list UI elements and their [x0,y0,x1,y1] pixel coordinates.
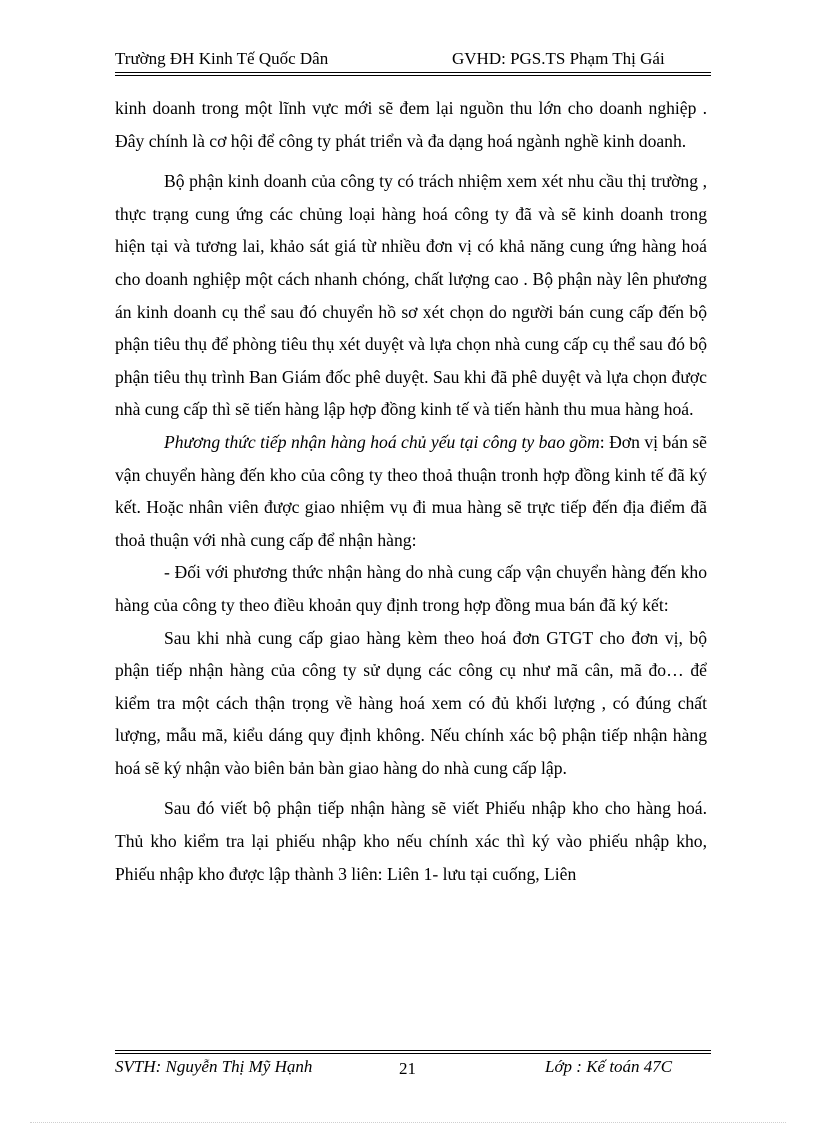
header-rule-double [115,75,711,76]
paragraph-5: Sau khi nhà cung cấp giao hàng kèm theo hoá đơn GTGT cho đơn vị, bộ phận tiếp nhận hàng của công ty sử dụng các công cụ như mã cân, mã đo… để kiểm tra một cách thận trọng về hàng hoá xem có đủ khối lượng , có đúng chất lượng, mẫu mã, kiểu dáng quy định không. Nếu chính xác bộ phận tiếp nhận hàng hoá sẽ ký nhận vào biên bản bàn giao hàng do nhà cung cấp lập. [115,627,707,778]
paragraph-3 [115,426,707,556]
document-body [115,92,707,890]
footer-student: SVTH: Nguyễn Thị Mỹ Hạnh [115,1057,313,1076]
header-supervisor: GVHD: PGS.TS Phạm Thị Gái [452,49,665,68]
header-school: Trường ĐH Kinh Tế Quốc Dân [115,49,329,68]
footer-rule-double [115,1053,711,1054]
page-header [115,47,711,71]
paragraph-6: Sau đó viết bộ phận tiếp nhận hàng sẽ viết Phiếu nhập kho cho hàng hoá. Thủ kho kiểm tra lại phiếu nhập kho nếu chính xác thì ký vào phiếu nhập kho, Phiếu nhập kho được lập thành 3 liên: Liên 1- lưu tại cuống, Liên [115,798,707,884]
paragraph-2: Bộ phận kinh doanh của công ty có trách nhiệm xem xét nhu cầu thị trường , thực trạng cung ứng các chủng loại hàng hoá công ty đã và sẽ kinh doanh trong hiện tại và tương lai, khảo sát giá từ nhiều đơn vị có khả năng cung ứng hàng hoá cho doanh nghiệp một cách nhanh chóng, chất lượng cao . Bộ phận này lên phương án kinh doanh cụ thể sau đó chuyển hồ sơ xét chọn do người bán cung cấp đến bộ phận tiêu thụ để phòng tiêu thụ xét duyệt và lựa chọn nhà cung cấp cụ thể sau đó bộ phận tiêu thụ trình Ban Giám đốc phê duyệt. Sau khi đã phê duyệt và lựa chọn được nhà cung cấp thì sẽ tiến hàng lập hợp đồng kinh tế và tiến hành thu mua hàng hoá. [115,171,707,420]
page-footer [115,1055,711,1079]
page-number: 21 [399,1059,416,1078]
paragraph-4: - Đối với phương thức nhận hàng do nhà cung cấp vận chuyển hàng đến kho hàng của công ty theo điều khoản quy định trong hợp đồng mua bán đã ký kết: [115,562,707,615]
footer-rule [115,1050,711,1051]
header-rule [115,72,711,73]
paragraph-3-italic-lead: Phương thức tiếp nhận hàng hoá chủ yếu tại công ty bao gồm [164,431,600,452]
paragraph-3-text: : Đơn vị bán sẽ vận chuyển hàng đến kho của công ty theo thoả thuận tronh hợp đồng kinh tế đã ký kết. Hoặc nhân viên được giao nhiệm vụ đi mua hàng sẽ trực tiếp đến địa điểm đã thoả thuận với nhà cung cấp để nhận hàng: [115,431,707,550]
footer-class: Lớp : Kế toán 47C [545,1057,673,1076]
paragraph-1: kinh doanh trong một lĩnh vực mới sẽ đem lại nguồn thu lớn cho doanh nghiệp . Đây chính là cơ hội để công ty phát triển và đa dạng hoá ngành nghề kinh doanh. [115,98,707,151]
